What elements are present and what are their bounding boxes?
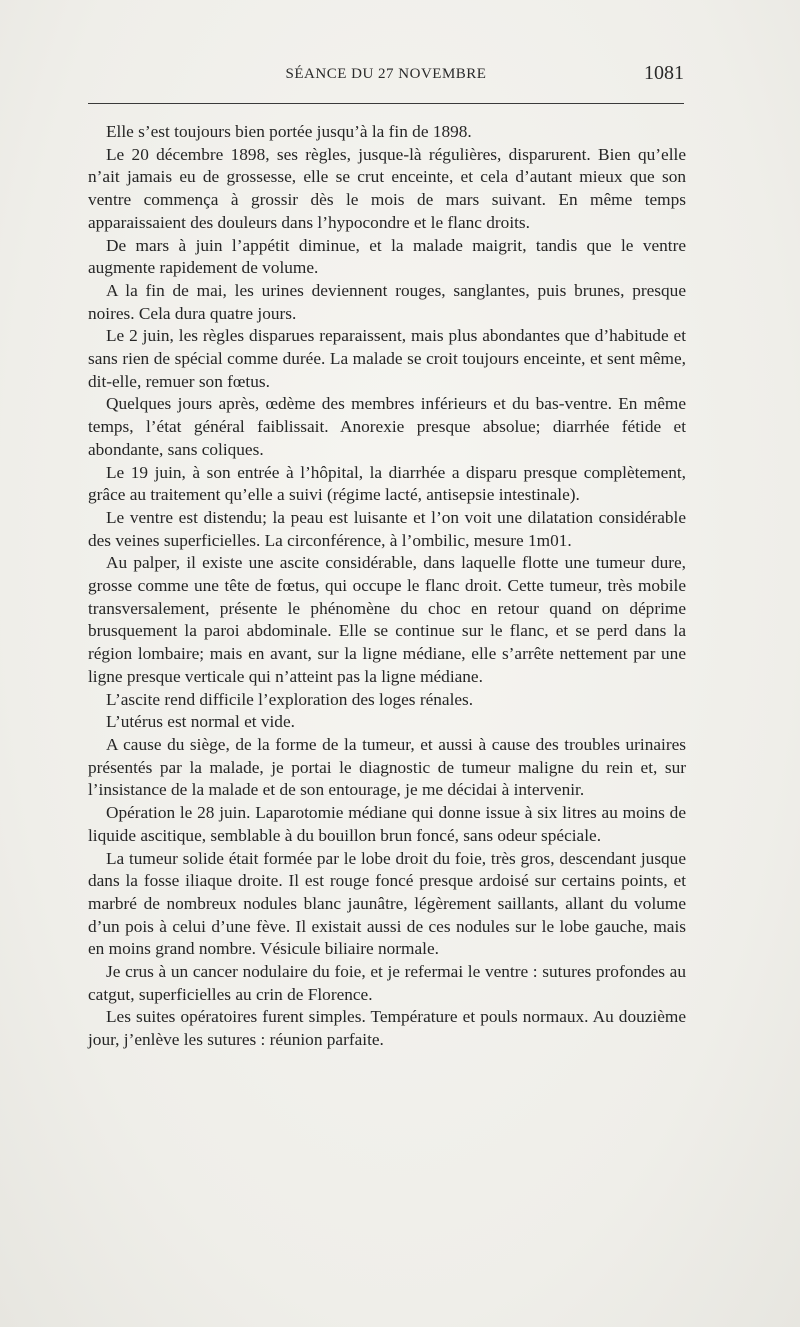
- paragraph: Elle s’est toujours bien portée jusqu’à la fin de 1898.: [106, 122, 472, 141]
- paragraph: Le ventre est distendu; la peau est luisante et l’on voit une dilatation considérable des veines superficielles. La circonférence, à l’ombilic, mesure 1m01.: [88, 507, 686, 550]
- page-number: 1081: [644, 62, 684, 84]
- running-title: SÉANCE DU 27 NOVEMBRE: [285, 66, 487, 82]
- paragraph: De mars à juin l’appétit diminue, et la malade maigrit, tandis que le ventre augmente rapidement de volume.: [88, 235, 686, 278]
- paragraph: A cause du siège, de la forme de la tumeur, et aussi à cause des troubles urinaires présentés par la malade, je portai le diagnostic de tumeur maligne du rein et, sur l’insistance de la malade et de son entourage, je me décidai à intervenir.: [88, 734, 686, 800]
- paragraph: L’ascite rend difficile l’exploration des loges rénales.: [106, 689, 474, 709]
- page-header: [88, 64, 684, 90]
- body-text: [88, 121, 686, 1052]
- paragraph: Je crus à un cancer nodulaire du foie, et je refermai le ventre : sutures profondes au catgut, superficielles au crin de Florence.: [88, 962, 686, 1004]
- paragraph: Le 20 décembre 1898, ses règles, jusque-là régulières, disparurent. Bien qu’elle n’ait jamais eu de grossesse, elle se crut enceinte, et cela d’autant mieux que son ventre commença à grossir dès le mois de mars suivant. En même temps apparaissaient des douleurs dans l’hypocondre et le flanc droits.: [88, 144, 686, 232]
- paragraph: Quelques jours après, œdème des membres inférieurs et du bas-ventre. En même temps, l’état général faiblissait. Anorexie presque absolue; diarrhée fétide et abondante, sans coliques.: [88, 394, 686, 459]
- paragraph: L’utérus est normal et vide.: [106, 712, 295, 732]
- paragraph: A la fin de mai, les urines deviennent rouges, sanglantes, puis brunes, presque noires. Cela dura quatre jours.: [88, 280, 686, 323]
- paragraph: Opération le 28 juin. Laparotomie médiane qui donne issue à six litres au moins de liquide ascitique, semblable à du bouillon brun foncé, sans odeur spéciale.: [88, 803, 686, 845]
- paragraph: Les suites opératoires furent simples. Température et pouls normaux. Au douzième jour, j’enlève les sutures : réunion parfaite.: [88, 1007, 686, 1050]
- paragraph: Au palper, il existe une ascite considérable, dans laquelle flotte une tumeur dure, grosse comme une tête de fœtus, qui occupe le flanc droit. Cette tumeur, très mobile transversalement, présente le phénomène du choc en retour quand on déprime brusquement la paroi abdominale. Elle se continue sur le flanc, et se perd dans la région lombaire; mais en avant, sur la ligne médiane, elle s’arrête nettement par une ligne presque verticale qui n’atteint pas la ligne médiane.: [88, 553, 686, 686]
- header-rule: [88, 103, 684, 104]
- paragraph: Le 19 juin, à son entrée à l’hôpital, la diarrhée a disparu presque complètement, grâce au traitement qu’elle a suivi (régime lacté, antisepsie intestinale).: [88, 462, 686, 505]
- paragraph: La tumeur solide était formée par le lobe droit du foie, très gros, descendant jusque dans la fosse iliaque droite. Il est rouge foncé presque ardoisé sur certains points, et marbré de nombreux nodules blanc jaunâtre, légèrement saillants, allant du volume d’un pois à celui d’une fève. Il existait aussi de ces nodules sur le lobe gauche, mais en moins grand nombre. Vésicule biliaire normale.: [88, 848, 686, 959]
- paragraph: Le 2 juin, les règles disparues reparaissent, mais plus abondantes que d’habitude et sans rien de spécial comme durée. La malade se croit toujours enceinte, et sent même, dit-elle, remuer son fœtus.: [88, 326, 686, 391]
